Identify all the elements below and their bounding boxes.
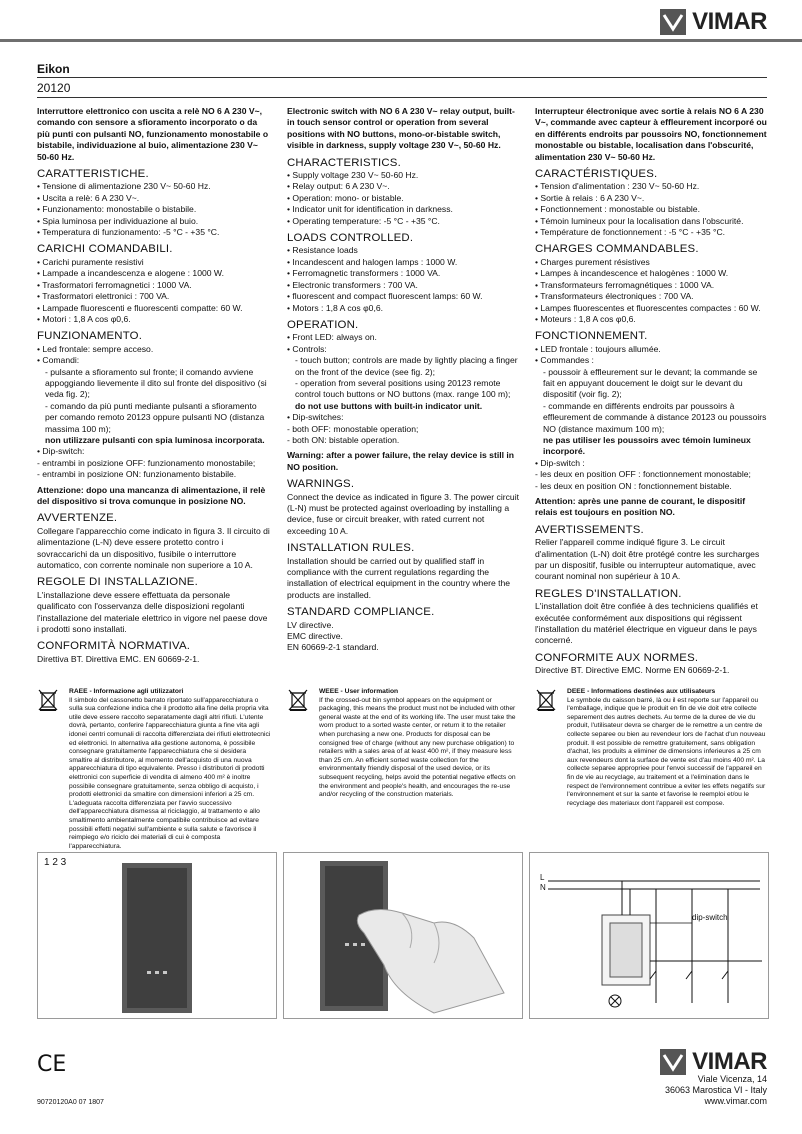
list-item: • Sortie à relais : 6 A 230 V~. (535, 192, 645, 203)
heading-install: REGLES D'INSTALLATION. (535, 587, 682, 600)
list-item: • Charges purement résistives (535, 256, 650, 267)
list-item: • Carichi puramente resistivi (37, 256, 144, 267)
disposal-english (287, 688, 521, 800)
list-item: • Lampade a incandescenza e alogene : 1000 W. (37, 268, 224, 279)
list-item-bold: do not use buttons with built-in indicator unit. (295, 400, 483, 411)
heading-operation: FUNZIONAMENTO. (37, 330, 143, 343)
list-item: • Spia luminosa per individuazione al buio. (37, 215, 199, 226)
disposal-heading: RAEE - Informazione agli utilizzatori (69, 688, 184, 695)
heading-characteristics: CHARACTERISTICS. (287, 156, 401, 169)
warning-note: Attention: après une panne de courant, le dispositif relais est toujours en position NO. (535, 496, 746, 518)
product-code: 20120 (37, 81, 71, 95)
disposal-heading: WEEE - User information (319, 688, 399, 695)
intro-text: Interrupteur électronique avec sortie à relais NO 6 A 230 V~, commande avec capteur à effleurement incorporé ou en différents endroits par poussoirs NO, fonctionnement monostable ou bistable, localisation dans l'obscurité, alimentation 230 V~ 50-60 Hz. (535, 106, 767, 162)
disposal-text: Il simbolo del cassonetto barrato riportato sull'apparecchiatura o sulla sua confezione indica che il prodotto alla fine della propria vita utile deve essere raccolto separatamente dagli altri rifiuti. L'utente dovrà, pertanto, conferire l'apparecchiatura giunta a fine vita agli idonei centri comunali di raccolta differenziata dei rifiuti elettrotecnici ed elettronici. In alternativa alla gestione autonoma, è possibile consegnare gratuitamente l'apparecchiatura che si desidera smaltire al distributore, al momento dell'acquisto di una nuova apparecchiatura di tipo equivalente. Presso i distributori di prodotti elettronici con superficie di vendita di almeno 400 m² è inoltre possibile consegnare gratuitamente, senza obbligo di acquisto, i prodotti elettronici da smaltire con dimensioni inferiori a 25 cm. L'adeguata raccolta differenziata per l'avvio successivo dell'apparecchiatura dismessa al riciclaggio, al trattamento e allo smaltimento ambientalmente compatibile contribuisce ad evitare possibili effetti negativi sull'ambiente e sulla salute e favorisce il reimpiego e/o riciclo dei materiali di cui è composta l'apparecchiatura. (69, 696, 271, 850)
list-item: - les deux en position ON : fonctionnement bistable. (535, 480, 732, 491)
list-item: • Motori : 1,8 A cos φ0,6. (37, 313, 131, 324)
list-item: • Moteurs : 1,8 A cos φ0,6. (535, 313, 636, 324)
list-item: • Lampes fluorescentes et fluorescentes compactes : 60 W. (535, 302, 761, 313)
crossed-bin-icon (535, 688, 557, 712)
brand-name: VIMAR (692, 1048, 767, 1075)
list-item-bold: non utilizzare pulsanti con spia luminosa incorporata. (45, 434, 265, 445)
list-item: - poussoir à effleurement sur le devant; la commande se fait en appuyant doucement le doigt sur le devant du dispositif (voir fig. 2); (543, 366, 758, 400)
compliance-text: LV directive. (287, 619, 334, 630)
wire-label-l: L (540, 873, 545, 882)
divider-top (37, 77, 767, 78)
list-item: • Lampade fluorescenti e fluorescenti compatte: 60 W. (37, 302, 243, 313)
list-item: • Témoin lumineux pour la localisation dans l'obscurité. (535, 215, 744, 226)
list-item: • Fonctionnement : monostable ou bistable. (535, 204, 700, 215)
list-item: - operation from several positions using 20123 remote control touch buttons or NO buttons (max. range 100 m); (295, 377, 511, 400)
document-number: 90720120A0 07 1807 (37, 1099, 104, 1106)
install-text: Installation should be carried out by qualified staff in compliance with the current regulations regarding the installation of electrical equipment in the country where the products are installed. (287, 555, 511, 600)
list-item: • fluorescent and compact fluorescent lamps: 60 W. (287, 291, 483, 302)
website-link[interactable]: www.vimar.com (704, 1096, 767, 1106)
list-item: • Commandes : (535, 355, 594, 366)
list-item: • Dip-switches: (287, 412, 344, 423)
list-item: • Temperatura di funzionamento: -5 °C - +35 °C. (37, 227, 220, 238)
wire-label-n: N (540, 883, 546, 892)
compliance-text: Direttiva BT. Direttiva EMC. EN 60669-2-1. (37, 653, 200, 664)
heading-warnings: AVERTISSEMENTS. (535, 523, 644, 536)
list-item: • Electronic transformers : 700 VA. (287, 279, 418, 290)
list-item-bold: ne pas utiliser les poussoirs avec témoin lumineux incorporé. (543, 434, 751, 457)
list-item: • Ferromagnetic transformers : 1000 VA. (287, 268, 441, 279)
vimar-logo-bottom (660, 1048, 767, 1076)
heading-compliance: CONFORMITÀ NORMATIVA. (37, 640, 191, 653)
list-item: - entrambi in posizione OFF: funzionamento monostabile; (37, 457, 256, 468)
figure-labels: 1 2 3 (44, 857, 67, 868)
list-item: • Trasformatori elettronici : 700 VA. (37, 291, 170, 302)
list-item: • Resistance loads (287, 245, 358, 256)
ce-mark: CE (37, 1052, 67, 1077)
list-item: - les deux en position OFF : fonctionnement monostable; (535, 469, 751, 480)
install-text: L'installation doit être confiée à des techniciens qualifiés et exécutée conformément aux dispositions qui régissent l'installation du matériel électrique en vigueur dans le pays concerné. (535, 601, 758, 646)
list-item: - comando da più punti mediante pulsanti a sfioramento per comando remoto 20123 oppure pulsanti NO (distanza massima 100 m); (45, 400, 265, 434)
list-item: • Trasformatori ferromagnetici : 1000 VA. (37, 279, 192, 290)
list-item: - both OFF: monostable operation; (287, 423, 419, 434)
heading-characteristics: CARATTERISTICHE. (37, 168, 149, 181)
vimar-mark-icon (660, 9, 686, 35)
list-item: • Dip-switch: (37, 446, 85, 457)
list-item: • Transformateurs électroniques : 700 VA. (535, 291, 694, 302)
list-item: • Dip-switch : (535, 457, 585, 468)
heading-compliance: STANDARD COMPLIANCE. (287, 606, 435, 619)
heading-loads: CHARGES COMMANDABLES. (535, 243, 699, 256)
list-item: • Operation: mono- or bistable. (287, 192, 404, 203)
list-item: • Relay output: 6 A 230 V~. (287, 181, 390, 192)
list-item: • Tension d'alimentation : 230 V~ 50-60 Hz. (535, 181, 700, 192)
disposal-text: Le symbole du caisson barré, là ou il est reporte sur l'appareil ou l'emballage, indique que le produit en fin de vie doit etre collecte separement des autres dechets. Au terme de la duree de vie du produit, l'utilisateur devra se charger de le remettre a un centre de collecte separee ou bien au revendeur lors de l'achat d'un nouveau produit. Il est possible de remettre gratuitement, sans obligation d'achat, les produits a eliminer de dimensions inferieures a 25 cm aux revendeurs dont la surface de vente est d'au moins 400 m². La collecte separee appropriee pour l'envoi successif de l'appareil en fin de vie au recyclage, au traitement et a l'elimination dans le respect de l'environnement contribue a eviter les effets negatifs sur l'environnement et sur la sante et favorise le reemploi et/ou le recyclage des materiaux dont l'appareil est compose. (567, 696, 766, 807)
heading-compliance: CONFORMITE AUX NORMES. (535, 651, 699, 664)
figure-touch (283, 852, 523, 1019)
list-item: • Operating temperature: -5 °C - +35 °C. (287, 215, 440, 226)
heading-loads: CARICHI COMANDABILI. (37, 243, 173, 256)
list-item: - pulsante a sfioramento sul fronte; il comando avviene appoggiando lievemente il dito sul fronte del dispositivo (si veda fig. 2); (45, 366, 267, 400)
heading-install: INSTALLATION RULES. (287, 542, 415, 555)
wiring-diagram (530, 853, 768, 1018)
disposal-heading: DEEE - Informations destinées aux utilisateurs (567, 688, 716, 695)
warning-note: Attenzione: dopo una mancanza di alimentazione, il relè del dispositivo si trova comunque in posizione NO. (37, 484, 266, 506)
touch-drawing (284, 853, 522, 1018)
list-item: • Motors : 1,8 A cos φ0,6. (287, 302, 383, 313)
list-item: - touch button; controls are made by lightly placing a finger on the front of the device (see fig. 2); (295, 355, 518, 377)
list-item: • Tensione di alimentazione 230 V~ 50-60 Hz. (37, 181, 211, 192)
intro-text: Interruttore elettronico con uscita a relè NO 6 A 230 V~, comando con sensore a sfioramento incorporato o da più punti con pulsanti NO, funzionamento monostabile o bistabile, individuazione al buio, alimentazione 230 V~ 50-60 Hz. (37, 106, 269, 162)
disposal-text: If the crossed-out bin symbol appears on the equipment or packaging, this means the product must not be included with other general waste at the end of its working life. The user must take the worn product to a sorted waste center, or return it to the retailer when purchasing a new one. Products for disposal can be consigned free of charge (without any new purchase obligation) to retailers with a sales area of at least 400 m², if they measure less than 25 cm. An efficient sorted waste collection for the environmentally friendly disposal of the used device, or its subsequent recycling, helps avoid the potential negative effects on the environment and people's health, and encourages the re-use and/or recycling of the construction materials. (319, 696, 516, 799)
list-item: • Lampes à incandescence et halogènes : 1000 W. (535, 268, 729, 279)
heading-characteristics: CARACTÉRISTIQUES. (535, 168, 658, 181)
column-english (287, 106, 521, 654)
compliance-text: EN 60669-2-1 standard. (287, 642, 379, 653)
list-item: • LED frontale : toujours allumée. (535, 343, 661, 354)
list-item: • Comandi: (37, 355, 80, 366)
list-item: • Funzionamento: monostabile o bistabile. (37, 204, 197, 215)
product-series: Eikon (37, 62, 70, 76)
device-drawing (122, 863, 192, 1013)
list-item: - entrambi in posizione ON: funzionamento bistabile. (37, 469, 237, 480)
warnings-text: Relier l'appareil comme indiqué figure 3. Le circuit d'alimentation (L-N) doit être protégé contre les surcharges par un dispositif, fusible ou interrupteur automatique, avec courant nominal non supérieur à 10 A. (535, 537, 760, 582)
list-item: • Controls: (287, 343, 327, 354)
brand-name: VIMAR (692, 8, 767, 35)
address-line: Viale Vicenza, 14 (697, 1074, 767, 1084)
column-italian (37, 106, 271, 665)
list-item: • Incandescent and halogen lamps : 1000 W. (287, 256, 458, 267)
list-item: • Supply voltage 230 V~ 50-60 Hz. (287, 170, 419, 181)
divider-second (37, 97, 767, 98)
list-item: • Led frontale: sempre acceso. (37, 343, 154, 354)
warnings-text: Collegare l'apparecchio come indicato in figura 3. Il circuito di alimentazione (L-N) deve essere protetto contro i sovraccarichi da un dispositivo, fusibile o interruttore automatico, con corrente nominale non superiore a 10 A. (37, 525, 270, 571)
list-item: - both ON: bistable operation. (287, 434, 400, 445)
heading-warnings: WARNINGS. (287, 478, 355, 491)
address-line: 36063 Marostica VI - Italy (664, 1085, 767, 1095)
heading-install: REGOLE DI INSTALLAZIONE. (37, 576, 198, 589)
list-item: • Indicator unit for identification in darkness. (287, 204, 453, 215)
heading-warnings: AVVERTENZE. (37, 512, 118, 525)
intro-text: Electronic switch with NO 6 A 230 V~ relay output, built-in touch sensor control or operation from several positions with NO buttons, mono-or-bistable switch, visible in darkness, supply voltage 230 V~, 50-60 Hz. (287, 106, 515, 151)
vimar-logo-top (660, 8, 767, 36)
figure-wiring (529, 852, 769, 1019)
list-item: • Front LED: always on. (287, 332, 377, 343)
header-bar (0, 39, 802, 42)
address-block (665, 1074, 767, 1107)
vimar-mark-icon (660, 1049, 686, 1075)
compliance-text: EMC directive. (287, 631, 343, 642)
list-item: • Transformateurs ferromagnétiques : 1000 VA. (535, 279, 715, 290)
disposal-french (535, 688, 769, 808)
heading-operation: FONCTIONNEMENT. (535, 330, 648, 343)
crossed-bin-icon (37, 688, 59, 712)
heading-loads: LOADS CONTROLLED. (287, 232, 414, 245)
list-item: - commande en différents endroits par poussoirs à effleurement de commande à distance 20123 ou poussoirs NO (distance maximum 100 m); (543, 400, 767, 434)
column-french (535, 106, 769, 677)
list-item: • Température de fonctionnement : -5 °C - +35 °C. (535, 227, 726, 238)
heading-operation: OPERATION. (287, 318, 359, 331)
dip-switch-label: dip-switch (692, 913, 728, 922)
list-item: • Uscita a relè: 6 A 230 V~. (37, 192, 140, 203)
crossed-bin-icon (287, 688, 309, 712)
install-text: L'installazione deve essere effettuata da personale qualificato con l'osservanza delle disposizioni regolanti l'installazione del materiale elettrico in vigore nel paese dove i prodotti sono installati. (37, 589, 268, 635)
compliance-text: Directive BT. Directive EMC. Norme EN 60669-2-1. (535, 665, 730, 676)
warning-note: Warning: after a power failure, the relay device is still in NO position. (287, 450, 515, 472)
figure-device (37, 852, 277, 1019)
disposal-italian (37, 688, 271, 851)
warnings-text: Connect the device as indicated in figure 3. The power circuit (L-N) must be protected against overloading by installing a device, fuse or circuit breaker, with rated current not exceeding 10 A. (287, 491, 520, 536)
